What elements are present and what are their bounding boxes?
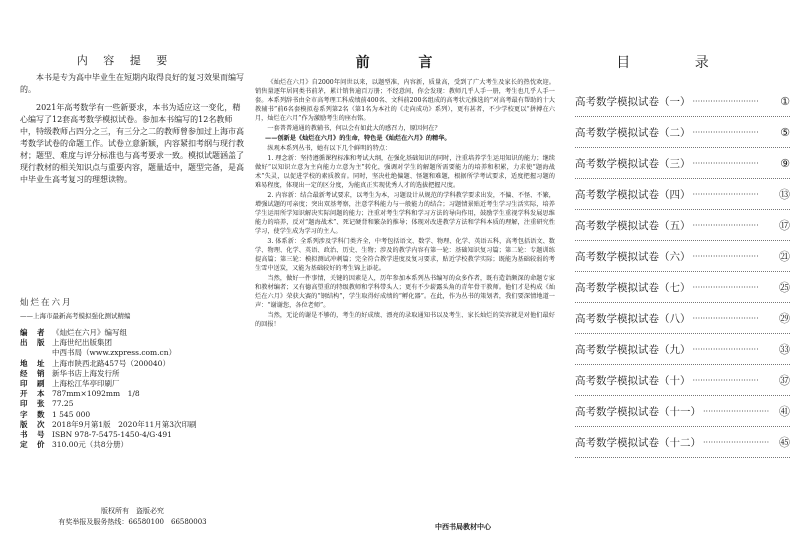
book-subtitle: ——上海市最新高考模拟强化测试精编 — [20, 312, 131, 320]
toc-item-label: 高考数学模拟试卷（七） — [575, 281, 691, 294]
toc-item-label: 高考数学模拟试卷（四） — [575, 188, 691, 201]
toc-item[interactable]: 高考数学模拟试卷（十二） ·························· ㊺ — [575, 427, 790, 458]
toc-item[interactable]: 高考数学模拟试卷（一） ·························· ① — [575, 86, 790, 117]
preface-slogan: ——创新是《灿烂在六月》的生命，特色是《灿烂在六月》的精华。 — [265, 135, 451, 142]
preface-paragraph: 纵观本系列丛书，她有以下几个鲜明的特点： — [267, 145, 392, 152]
summary-paragraph: 2021年高考数学有一些新要求，本书为适应这一变化，精心编写了12套高考数学模拟试卷。参加本书编写的12名教师中，特级教师占四分之三，有三分之二的教师曾参加过上海市高考数学试卷的命题工作。试卷立意新颖，内容紧扣考纲与现行教材；题型、难度与评分标准也与高考要求一致。模拟试题涵盖了现行教材的相关知识点与重要内容，题量适中，题型完备，是高中毕业生高考复习的理想读物。 — [20, 103, 244, 184]
colophon-value: 上海世纪出版集团 — [52, 338, 112, 348]
toc-item-page: ⑬ — [779, 188, 790, 201]
colophon-value: 上海市陕西北路457号（200040） — [52, 358, 170, 368]
toc-item-page: ⑤ — [780, 125, 790, 139]
preface-paragraph: 2. 内容新：结合最新考试要求，以考生为本，习题设计从规范的学科教学要求出发，不偏、不怪、不繁，增强试题的可亲度；突出双基考察，注意学科能力与一般能力的结合；习题情景贴近考生学习生活实际，培养学生运用所学知识解决实际问题的能力；注重对考生学科和学习方法的导向作用，鼓励学生重视学科发展思维能力的培养，反对“题海战术”、死记硬背和繁杂的推导；体现对改进教学方法和学科本质的理解，注重研究性学习，使学生成为学习的主人。 — [255, 192, 555, 235]
toc-item-page: ⑨ — [780, 156, 790, 170]
toc-item[interactable]: 高考数学模拟试卷（十） ·························· ㊲ — [575, 365, 790, 396]
toc-list — [575, 86, 790, 458]
preface-paragraph: 一套普普通通的教辅书，何以会有如此大的感召力，原因何在？ — [267, 125, 441, 132]
colophon-row — [20, 348, 245, 358]
toc-item-page: ⑰ — [779, 219, 790, 232]
toc-item-label: 高考数学模拟试卷（三） — [575, 157, 691, 170]
colophon-label: 书 号 — [20, 430, 46, 440]
toc-item-label: 高考数学模拟试卷（十） — [575, 374, 691, 387]
colophon-label: 版 次 — [20, 419, 46, 429]
colophon-label: 定 价 — [20, 440, 46, 450]
toc-item-label: 高考数学模拟试卷（十一） — [575, 405, 701, 418]
preface-paragraph: 当然，做好一件事情，关键的因素是人，历年参加本系列丛书编写的众多作者，既有造诣颇深的命题专家和教材编者；又有德高望重的特级教师和学科带头人；更有不少崭露头角的青年骨干教师。他们才是构成《灿烂在六月》荣获大赛的“钢结构”，学生取得好成绩的“孵化器”。在此，作为丛书的策划者，我们要深情地道一声：“谢谢您，各位老师”。 — [255, 275, 555, 309]
colophon-label: 开 本 — [20, 389, 46, 399]
summary-page — [0, 0, 250, 555]
colophon-row — [20, 410, 245, 420]
toc-item[interactable]: 高考数学模拟试卷（三） ·························· ⑨ — [575, 148, 790, 179]
toc-item[interactable]: 高考数学模拟试卷（八） ·························· ㉙ — [575, 303, 790, 334]
toc-title: 目 录 — [616, 55, 739, 71]
colophon-row — [20, 399, 245, 409]
toc-item-page: ㉙ — [779, 312, 790, 325]
colophon-row — [20, 379, 245, 389]
preface-title: 前 言 — [355, 55, 455, 71]
toc-item-label: 高考数学模拟试卷（五） — [575, 219, 691, 232]
toc-item-page: ㉝ — [779, 343, 790, 356]
colophon-row — [20, 359, 245, 369]
colophon-label: 字 数 — [20, 409, 46, 419]
toc-item-page: ① — [780, 94, 790, 108]
toc-item-label: 高考数学模拟试卷（九） — [575, 343, 691, 356]
colophon-value: ISBN 978-7-5475-1450-4/G·491 — [52, 430, 172, 440]
toc-item-page: ㊺ — [779, 436, 790, 449]
toc-item-label: 高考数学模拟试卷（六） — [575, 250, 691, 263]
toc-page — [565, 0, 790, 555]
colophon-row — [20, 420, 245, 430]
colophon-label: 地 址 — [20, 358, 46, 368]
colophon-label: 经 销 — [20, 368, 46, 378]
copyright-notice — [20, 506, 245, 528]
colophon-value: 310.00元（共8分册） — [52, 440, 129, 450]
colophon-value: 787mm×1092mm 1/8 — [52, 389, 140, 399]
toc-item[interactable]: 高考数学模拟试卷（六） ·························· ㉑ — [575, 241, 790, 272]
toc-item-label: 高考数学模拟试卷（十二） — [575, 436, 701, 449]
toc-item[interactable]: 高考数学模拟试卷（五） ·························· ⑰ — [575, 210, 790, 241]
toc-item-page: ㉕ — [779, 281, 790, 294]
toc-item-page: ㊲ — [779, 374, 790, 387]
hotline-line: 有奖举报及服务热线：66580100 66580003 — [58, 518, 207, 526]
colophon-value: 新华书店上海发行所 — [52, 368, 120, 378]
preface-paragraph: 《灿烂在六月》自2000年问世以来，以题型准，内容新，质量高，受到了广大考生及家长的热忱欢迎。销售量逐年居同类书前茅，累计销售逾百万册；不经意间，你会发现：教师几乎人手一册，考生也几乎人手一套。本系列辞书由全市高考理工科成绩前400名、文科前200名组成的高考状元推选的“对高考最有帮助的十大教辅书”前6名套模拟卷系列第2名（第1名为本社的《走向成功》系列），更有甚者，不少学校更以“拼搏在六月，灿烂在六月”作为激励考生的座右铭。 — [255, 79, 555, 122]
colophon-row — [20, 328, 245, 338]
toc-item[interactable]: 高考数学模拟试卷（四） ·························· ⑬ — [575, 179, 790, 210]
summary-title: 内 容 提 要 — [76, 54, 174, 67]
toc-item[interactable]: 高考数学模拟试卷（十一） ·························· ㊶ — [575, 396, 790, 427]
colophon-value: 上海松江华亭印刷厂 — [52, 379, 120, 389]
colophon-value: 《灿烂在六月》编写组 — [52, 328, 127, 337]
colophon-label: 编 者 — [20, 328, 46, 337]
toc-item-page: ㉑ — [779, 250, 790, 263]
toc-item-label: 高考数学模拟试卷（一） — [575, 95, 691, 108]
colophon-label: 出 版 — [20, 338, 46, 348]
colophon-value: 中西书局（www.zxpress.com.cn） — [52, 348, 177, 358]
toc-item[interactable]: 高考数学模拟试卷（七） ·························· ㉕ — [575, 272, 790, 303]
summary-paragraph: 本书是专为高中毕业生在短期内取得良好的复习效果而编写的。 — [20, 73, 244, 94]
colophon-row — [20, 369, 245, 379]
colophon-value: 1 545 000 — [52, 409, 91, 419]
colophon-row — [20, 389, 245, 399]
book-name: 灿烂在六月 — [20, 298, 73, 308]
toc-item-page: ㊶ — [779, 405, 790, 418]
colophon-label: 印 张 — [20, 399, 46, 409]
preface-paragraph: 当然，无论的谢是不够的，考生的好成绩、漂亮的录取通知书以及考生、家长灿烂的笑容就是对他们最好的回报！ — [255, 312, 555, 328]
toc-item-label: 高考数学模拟试卷（八） — [575, 312, 691, 325]
toc-item[interactable]: 高考数学模拟试卷（二） ·························· ⑤ — [575, 117, 790, 148]
toc-item[interactable]: 高考数学模拟试卷（九） ·························· ㉝ — [575, 334, 790, 365]
colophon-row — [20, 338, 245, 348]
colophon-value: 77.25 — [52, 399, 74, 409]
colophon-row — [20, 440, 245, 450]
preface-paragraph: 1. 理念新：坚持遵循课程标准和考试大纲，在强化基础知识的同时，注重培养学生运用知识的能力；继续做好“以知识立意为主向能力立意为主”转化，强调对学生的解题所需要能力的培养和积累，力求使“题海战术”失灵，以促进学校的素质教育。同时，坚决杜绝偏题、怪题和难题，根据所学考试要求，适度把握习题的难易程度，体现出一定的区分度，为能真正实现优秀人才的选拔把握尺度。 — [255, 155, 555, 189]
preface-body — [255, 78, 555, 330]
colophon-label: 印 刷 — [20, 379, 46, 389]
preface-paragraph: 3. 体系新：全系列涉及学科门类齐全，中考包括语文、数学、物理、化学、英语五科，高考包括语文、数学、物理、化学、英语、政治、历史、生物；涉及的教学内容有第一轮：基础知识复习篇；第二轮：专题训练提高篇；第三轮：模拟测试冲刺篇；完全符合教学进度及复习要求，贴近学校教学实际；既能为基础较弱的考生雪中送炭，又能为基础较好的考生锦上添花。 — [255, 238, 555, 272]
colophon-row — [20, 430, 245, 440]
copyright-line: 版权所有 盗版必究 — [101, 507, 164, 515]
colophon-value: 2018年9月第1版 2020年11月第3次印刷 — [52, 419, 197, 429]
preface-page — [255, 0, 555, 555]
toc-item-label: 高考数学模拟试卷（二） — [575, 126, 691, 139]
colophon-label — [20, 348, 52, 358]
summary-body — [20, 72, 245, 192]
preface-signature: 中西书局教材中心 — [435, 523, 491, 531]
colophon-table — [20, 328, 245, 450]
